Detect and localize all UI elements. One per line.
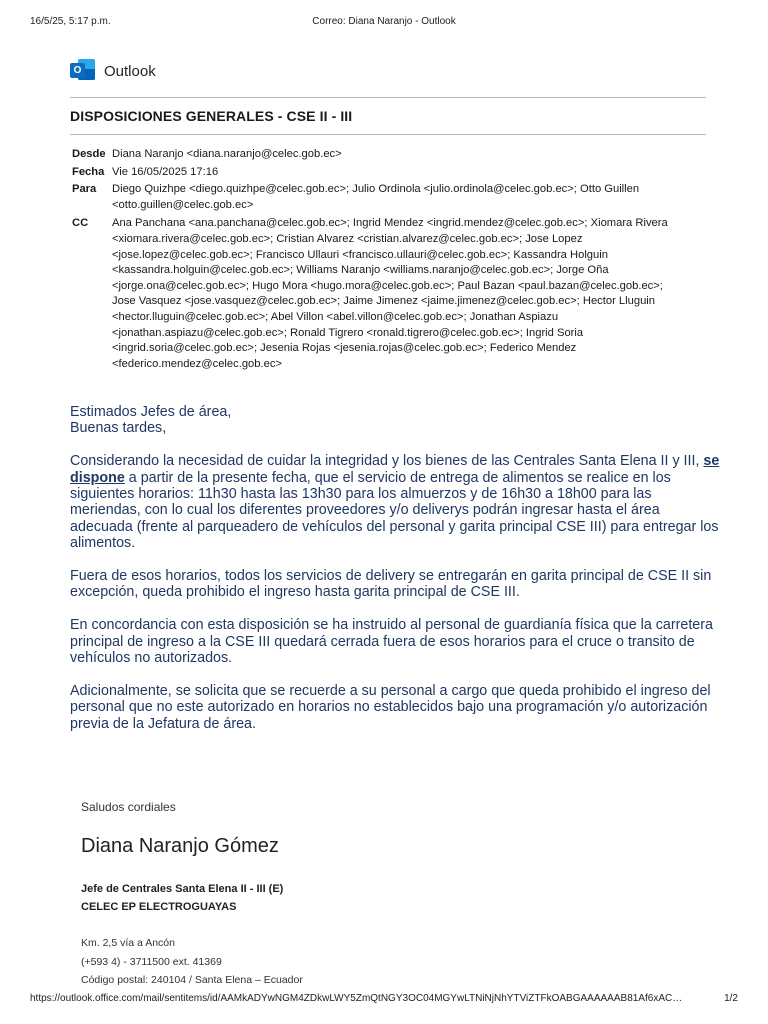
body-paragraph-3: En concordancia con esta disposición se ha instruido al personal de guardianía física que la carretera principal de ingreso a la CSE III quedará cerrada fuera de esos horarios para el cruce o transito de vehículos no autorizados.: [70, 617, 713, 667]
body-paragraph-2: Fuera de esos horarios, todos los servicios de delivery se entregarán en garita principal de CSE II sin excepción, queda prohibido el ingreso hasta garita principal de CSE III.: [70, 568, 712, 601]
print-url: https://outlook.office.com/mail/sentitems/id/AAMkADYwNGM4ZDkwLWY5ZmQtNGY3OC04MGYwLTNiNjNhYTViZTFkOABGAAAAAAB81Af6xAC…: [30, 993, 683, 1004]
body-paragraph-1: Considerando la necesidad de cuidar la integridad y los bienes de las Centrales Santa Elena II y III, se dispone a partir de la presente fecha, que el servicio de entrega de alimentos se realice en los siguientes horarios: 11h30 hasta las 13h30 para los almuerzos y de 16h30 a 18h00 para las meriendas, con lo cual los diferentes proveedores y/o deliverys podrán ingresar hasta el área adecuada (frente al parqueadero de vehículos del personal y garita principal CSE III) para entregar los alimentos.: [70, 453, 720, 552]
signature-closing: Saludos cordiales: [81, 800, 176, 814]
header-from-row: [72, 147, 672, 163]
header-cc-row: [72, 216, 672, 372]
signature-role: Jefe de Centrales Santa Elena II - III (E): [81, 883, 284, 895]
to-value: Diego Quizhpe <diego.quizhpe@celec.gob.ec>; Julio Ordinola <julio.ordinola@celec.gob.ec>; Otto Guillen <otto.guillen@celec.gob.ec>: [112, 183, 640, 211]
from-value: Diana Naranjo <diana.naranjo@celec.gob.ec>: [112, 148, 342, 160]
emphasis-se-dispone: se dispone: [70, 453, 720, 486]
print-datetime: 16/5/25, 5:17 p.m.: [30, 16, 111, 27]
cc-value: Ana Panchana <ana.panchana@celec.gob.ec>; Ingrid Mendez <ingrid.mendez@celec.gob.ec>; Xiomara Rivera <xiomara.rivera@celec.gob.ec>; Cristian Alvarez <cristian.alvarez@celec.gob.ec>; Jose Lopez <jose.lopez@celec.gob.ec>; Francisco Ullauri <francisco.ullauri@celec.gob.ec>; Kassandra Holguin <kassandra.holguin@celec.gob.ec>; Williams Naranjo <williams.naranjo@celec.gob.ec>; Jorge Oña <jorge.ona@celec.gob.ec>; Hugo Mora <hugo.mora@celec.gob.ec>; Paul Bazan <paul.bazan@celec.gob.ec>; Jose Vasquez <jose.vasquez@celec.gob.ec>; Jaime Jimenez <jaime.jimenez@celec.gob.ec>; Hector Lluguin <hector.lluguin@celec.gob.ec>; Abel Villon <abel.villon@celec.gob.ec>; Jonathan Aspiazu <jonathan.aspiazu@celec.gob.ec>; Ronald Tigrero <ronald.tigrero@celec.gob.ec>; Ingrid Soria <ingrid.soria@celec.gob.ec>; Jesenia Rojas <jesenia.rojas@celec.gob.ec>; Federico Mendez <federico.mendez@celec.gob.ec>: [112, 217, 668, 370]
print-header: [30, 16, 738, 32]
page-number: 1/2: [724, 993, 738, 1004]
signature-postal: Código postal: 240104 / Santa Elena – Ecuador: [81, 974, 303, 986]
greeting-line-2: Buenas tardes,: [70, 420, 167, 437]
divider: [70, 134, 706, 135]
signature-company: CELEC EP ELECTROGUAYAS: [81, 901, 237, 913]
app-name: Outlook: [104, 62, 156, 80]
email-body: [70, 404, 720, 748]
signature-name: Diana Naranjo Gómez: [81, 835, 279, 857]
outlook-brand: [70, 58, 156, 84]
cc-label: CC: [72, 217, 89, 230]
signature-contact: [81, 934, 303, 990]
greeting-line-1: Estimados Jefes de área,: [70, 404, 232, 420]
signature-role-block: [81, 880, 283, 916]
body-paragraph-4: Adicionalmente, se solicita que se recuerde a su personal a cargo que queda prohibido el ingreso del personal que no este autorizado en horarios no establecidos bajo una programación y/o autorización previa de la Jefatura de área.: [70, 682, 711, 732]
header-to-row: [72, 182, 672, 213]
date-value: Vie 16/05/2025 17:16: [112, 165, 219, 178]
date-label: Fecha: [72, 165, 105, 178]
to-label: Para: [72, 183, 97, 196]
greeting: [70, 404, 720, 437]
email-subject: DISPOSICIONES GENERALES - CSE II - III: [70, 108, 353, 124]
divider: [70, 97, 706, 98]
print-title: Correo: Diana Naranjo - Outlook: [312, 16, 456, 27]
header-date-row: [72, 165, 672, 181]
outlook-logo-icon: O: [70, 59, 96, 83]
signature-phone: (+593 4) - 3711500 ext. 41369: [81, 955, 222, 968]
from-label: Desde: [72, 148, 106, 160]
signature-address: Km. 2,5 vía a Ancón: [81, 937, 175, 949]
print-footer: [30, 993, 738, 1009]
email-headers: [72, 147, 672, 374]
